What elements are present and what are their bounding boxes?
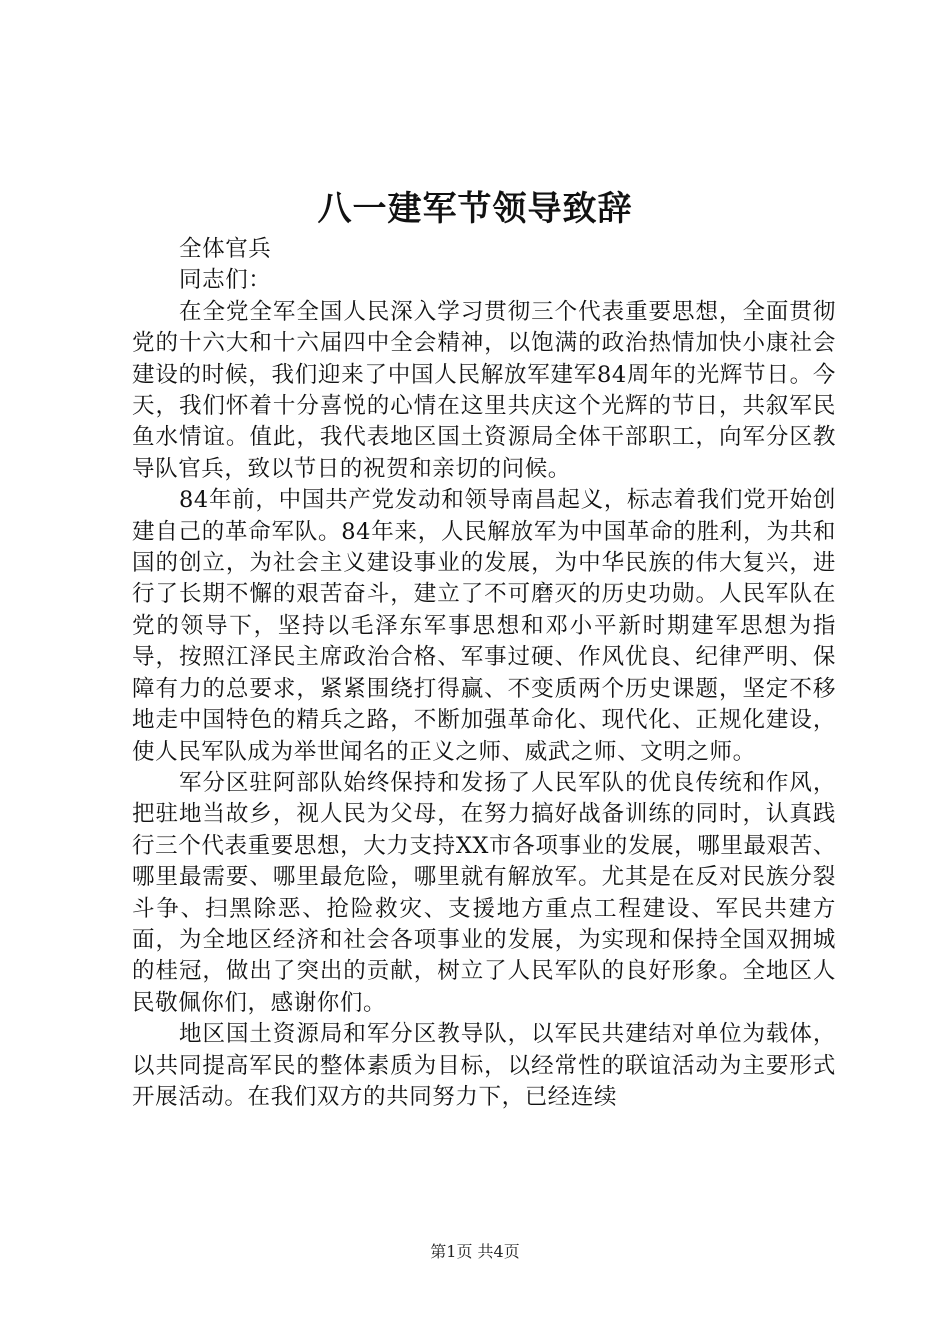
document-title: 八一建军节领导致辞 <box>317 189 633 229</box>
salutation-line-1: 全体官兵 <box>179 236 272 262</box>
salutation-line-2: 同志们： <box>179 267 272 294</box>
page-number-footer: 第1页 共4页 <box>430 1242 520 1261</box>
paragraph-3: 军分区驻阿部队始终保持和发扬了人民军队的优良传统和作风，把驻地当故乡，视人民为父母，在努力搞好战备训练的同时，认真践行三个代表重要思想，大力支持XX市各项事业的发展，哪里最艰苦、哪里最需要、哪里最危险，哪里就有解放军。尤其是在反对民族分裂斗争、扫黑除恶、抢险救灾、支援地方重点工程建设、军民共建方面，为全地区经济和社会各项事业的发展，为实现和保持全国双拥城的桂冠，做出了突出的贡献，树立了人民军队的良好形象。全地区人民敬佩你们，感谢你们。 <box>132 769 836 1016</box>
paragraph-2: 84年前，中国共产党发动和领导南昌起义，标志着我们党开始创建自己的革命军队。84年来，人民解放军为中国革命的胜利，为共和国的创立，为社会主义建设事业的发展，为中华民族的伟大复兴，进行了长期不懈的艰苦奋斗，建立了不可磨灭的历史功勋。人民军队在党的领导下，坚持以毛泽东军事思想和邓小平新时期建军思想为指导，按照江泽民主席政治合格、军事过硬、作风优良、纪律严明、保障有力的总要求，紧紧围绕打得赢、不变质两个历史课题，坚定不移地走中国特色的精兵之路，不断加强革命化、现代化、正规化建设，使人民军队成为举世闻名的正义之师、威武之师、文明之师。 <box>132 487 836 765</box>
paragraph-4: 地区国土资源局和军分区教导队，以军民共建结对单位为载体，以共同提高军民的整体素质为目标，以经常性的联谊活动为主要形式开展活动。在我们双方的共同努力下，已经连续 <box>132 1021 836 1110</box>
document-body <box>132 234 836 1113</box>
paragraph-1: 在全党全军全国人民深入学习贯彻三个代表重要思想，全面贯彻党的十六大和十六届四中全会精神，以饱满的政治热情加快小康社会建设的时候，我们迎来了中国人民解放军建军84周年的光辉节日。今天，我们怀着十分喜悦的心情在这里共庆这个光辉的节日，共叙军民鱼水情谊。值此，我代表地区国土资源局全体干部职工，向军分区教导队官兵，致以节日的祝贺和亲切的问候。 <box>132 298 836 482</box>
